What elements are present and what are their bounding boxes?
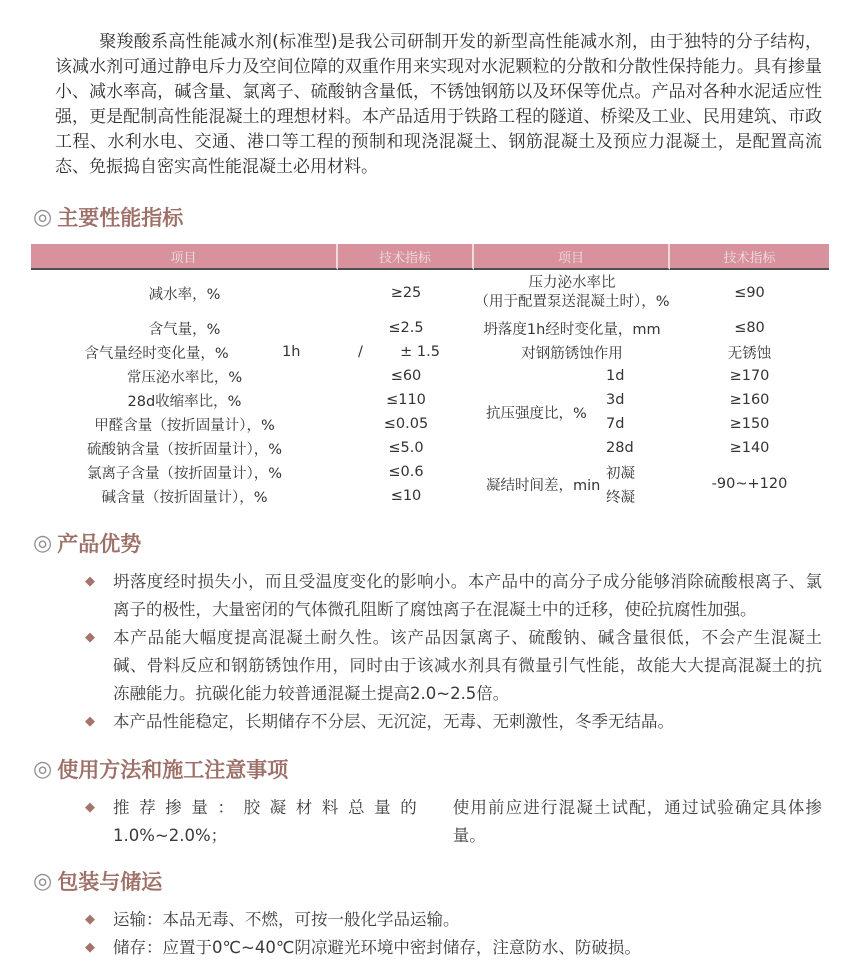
table-value-cell: [338, 340, 474, 364]
list-item: [85, 934, 822, 962]
strength-age-cell: 28d: [606, 440, 634, 456]
usage-list: [85, 794, 822, 850]
air-change-time: 1h: [282, 344, 301, 360]
trial-mix-note: 使用前应进行混凝土试配，通过试验确定具体掺量。: [452, 798, 822, 845]
list-item-text: 本产品性能稳定，长期储存不分层、无沉淀，无毒、无刺激性，冬季无结晶。: [113, 712, 674, 731]
section-title-usage: [33, 756, 847, 784]
section-marker-icon: ◎: [33, 531, 53, 556]
pressure-bleeding-line2: （用于配置泵送混凝土时），%: [474, 294, 670, 310]
table-header-indicator-left: 技术指标: [338, 244, 474, 270]
table-value-cell: ≥150: [729, 416, 770, 432]
table-value-cell: ≤0.6: [388, 464, 424, 480]
section-title-text: 产品优势: [57, 532, 142, 556]
table-item-cell: 坍落度1h经时变化量，mm: [483, 321, 661, 338]
list-item-text: 本产品能大幅度提高混凝土耐久性。该产品因氯离子、硫酸钠、碱含量很低，不会产生混凝土碱、骨料反应和钢筋锈蚀作用，同时由于该减水剂具有微量引气性能，故能大大提高混凝土的抗冻融能力。抗碳化能力较普通混凝土提高2.0~2.5倍。: [113, 628, 822, 703]
table-value-cell-setting: -90~+120: [711, 476, 788, 492]
diamond-bullet-icon: ◆: [85, 714, 95, 729]
table-value-cell: ≤2.5: [388, 320, 424, 336]
diamond-bullet-icon: ◆: [85, 940, 95, 955]
table-header-indicator-right: 技术指标: [670, 244, 829, 270]
strength-age-cell: 1d: [606, 368, 625, 384]
section-title-text: 包装与储运: [57, 870, 163, 894]
table-item-cell-setting-label: 凝结时间差，min: [486, 477, 601, 494]
table-value-cell: ≥25: [390, 285, 422, 301]
section-marker-icon: ◎: [33, 757, 53, 782]
list-item-text: 储存：应置于0℃~40℃阴凉避光环境中密封储存，注意防水、防破损。: [113, 938, 641, 957]
table-value-cell: ≤90: [734, 285, 765, 301]
list-item: [85, 568, 822, 624]
section-marker-icon: ◎: [33, 205, 53, 230]
table-item-cell: 甲醛含量（按折固量计），%: [94, 417, 275, 434]
pressure-bleeding-line1: 压力泌水率比: [528, 275, 616, 291]
table-item-cell-strength-label: 抗压强度比，%: [486, 405, 587, 422]
table-header-item-right: 项目: [474, 244, 670, 270]
air-change-label: 含气量经时变化量，%: [84, 345, 229, 362]
table-item-cell: 含气量，%: [148, 321, 221, 338]
table-item-cell: [31, 340, 338, 364]
strength-age-cell: 7d: [606, 416, 625, 432]
list-item: [85, 624, 822, 708]
performance-table: [31, 244, 829, 508]
section-title-performance: [33, 204, 847, 232]
table-value-cell: ≤5.0: [388, 440, 424, 456]
section-title-text: 主要性能指标: [57, 206, 184, 230]
table-header-item-left: 项目: [31, 244, 338, 270]
table-value-cell: ≥140: [729, 440, 770, 456]
list-item-text: 坍落度经时损失小，而且受温度变化的影响小。本产品中的高分子成分能够消除硫酸根离子、氯离子的极性，大量密闭的气体微孔阻断了腐蚀离子在混凝土中的迁移，使砼抗腐性加强。: [113, 572, 822, 619]
advantages-list: [85, 568, 822, 736]
table-item-cell: 减水率，%: [148, 286, 221, 303]
diamond-bullet-icon: ◆: [85, 574, 95, 589]
intro-paragraph: 聚羧酸系高性能减水剂(标准型)是我公司研制开发的新型高性能减水剂，由于独特的分子结构，该减水剂可通过静电斥力及空间位障的双重作用来实现对水泥颗粒的分散和分散性保持能力。具有掺量小、减水率高，碱含量、氯离子、硫酸钠含量低，不锈蚀钢筋以及环保等优点。产品对各种水泥适应性强，更是配制高性能混凝土的理想材料。本产品适用于铁路工程的隧道、桥梁及工业、民用建筑、市政工程、水利水电、交通、港口等工程的预制和现浇混凝土、钢筋混凝土及预应力混凝土，是配置高流态、免振捣自密实高性能混凝土必用材料。: [55, 32, 822, 177]
section-title-advantages: [33, 530, 847, 558]
setting-initial-cell: 初凝: [606, 465, 635, 482]
list-item: [85, 794, 822, 850]
section-marker-icon: ◎: [33, 869, 53, 894]
table-value-cell: ≤10: [390, 488, 422, 504]
table-item-cell: 常压泌水率比，%: [126, 369, 243, 386]
list-item: [85, 708, 822, 736]
table-item-cell: 氯离子含量（按折固量计），%: [86, 465, 283, 482]
section-title-text: 使用方法和施工注意事项: [57, 758, 289, 782]
table-value-cell: ≤110: [386, 392, 426, 408]
dosage-text: 推荐掺量：胶凝材料总量的1.0%~2.0%；: [113, 798, 417, 845]
list-item: [85, 906, 822, 934]
table-item-cell-pressure-bleeding: [474, 270, 670, 316]
section-title-packaging: [33, 868, 847, 896]
table-value-cell: ≥160: [729, 392, 770, 408]
document-page: [0, 30, 847, 957]
table-item-cell: 28d收缩率比，%: [127, 393, 242, 410]
strength-age-cell: 3d: [606, 392, 625, 408]
air-change-value: ± 1.5: [400, 344, 440, 360]
list-item-text: [113, 794, 822, 850]
table-value-cell: ≤80: [734, 320, 765, 336]
list-item-text: 运输：本品无毒、不燃，可按一般化学品运输。: [113, 910, 460, 929]
table-value-cell: ≤60: [390, 368, 422, 384]
packaging-list: [85, 906, 822, 962]
diamond-bullet-icon: ◆: [85, 630, 95, 645]
table-item-cell: 对钢筋锈蚀作用: [521, 345, 623, 362]
table-item-cell: 碱含量（按折固量计），%: [101, 489, 268, 506]
table-item-cell: 硫酸钠含量（按折固量计），%: [86, 441, 283, 458]
diamond-bullet-icon: ◆: [85, 800, 95, 815]
setting-final-cell: 终凝: [606, 489, 635, 506]
air-change-divider: /: [358, 344, 363, 360]
diamond-bullet-icon: ◆: [85, 912, 95, 927]
table-value-cell: 无锈蚀: [727, 345, 772, 362]
table-value-cell: ≥170: [729, 368, 770, 384]
table-value-cell: ≤0.05: [383, 416, 429, 432]
